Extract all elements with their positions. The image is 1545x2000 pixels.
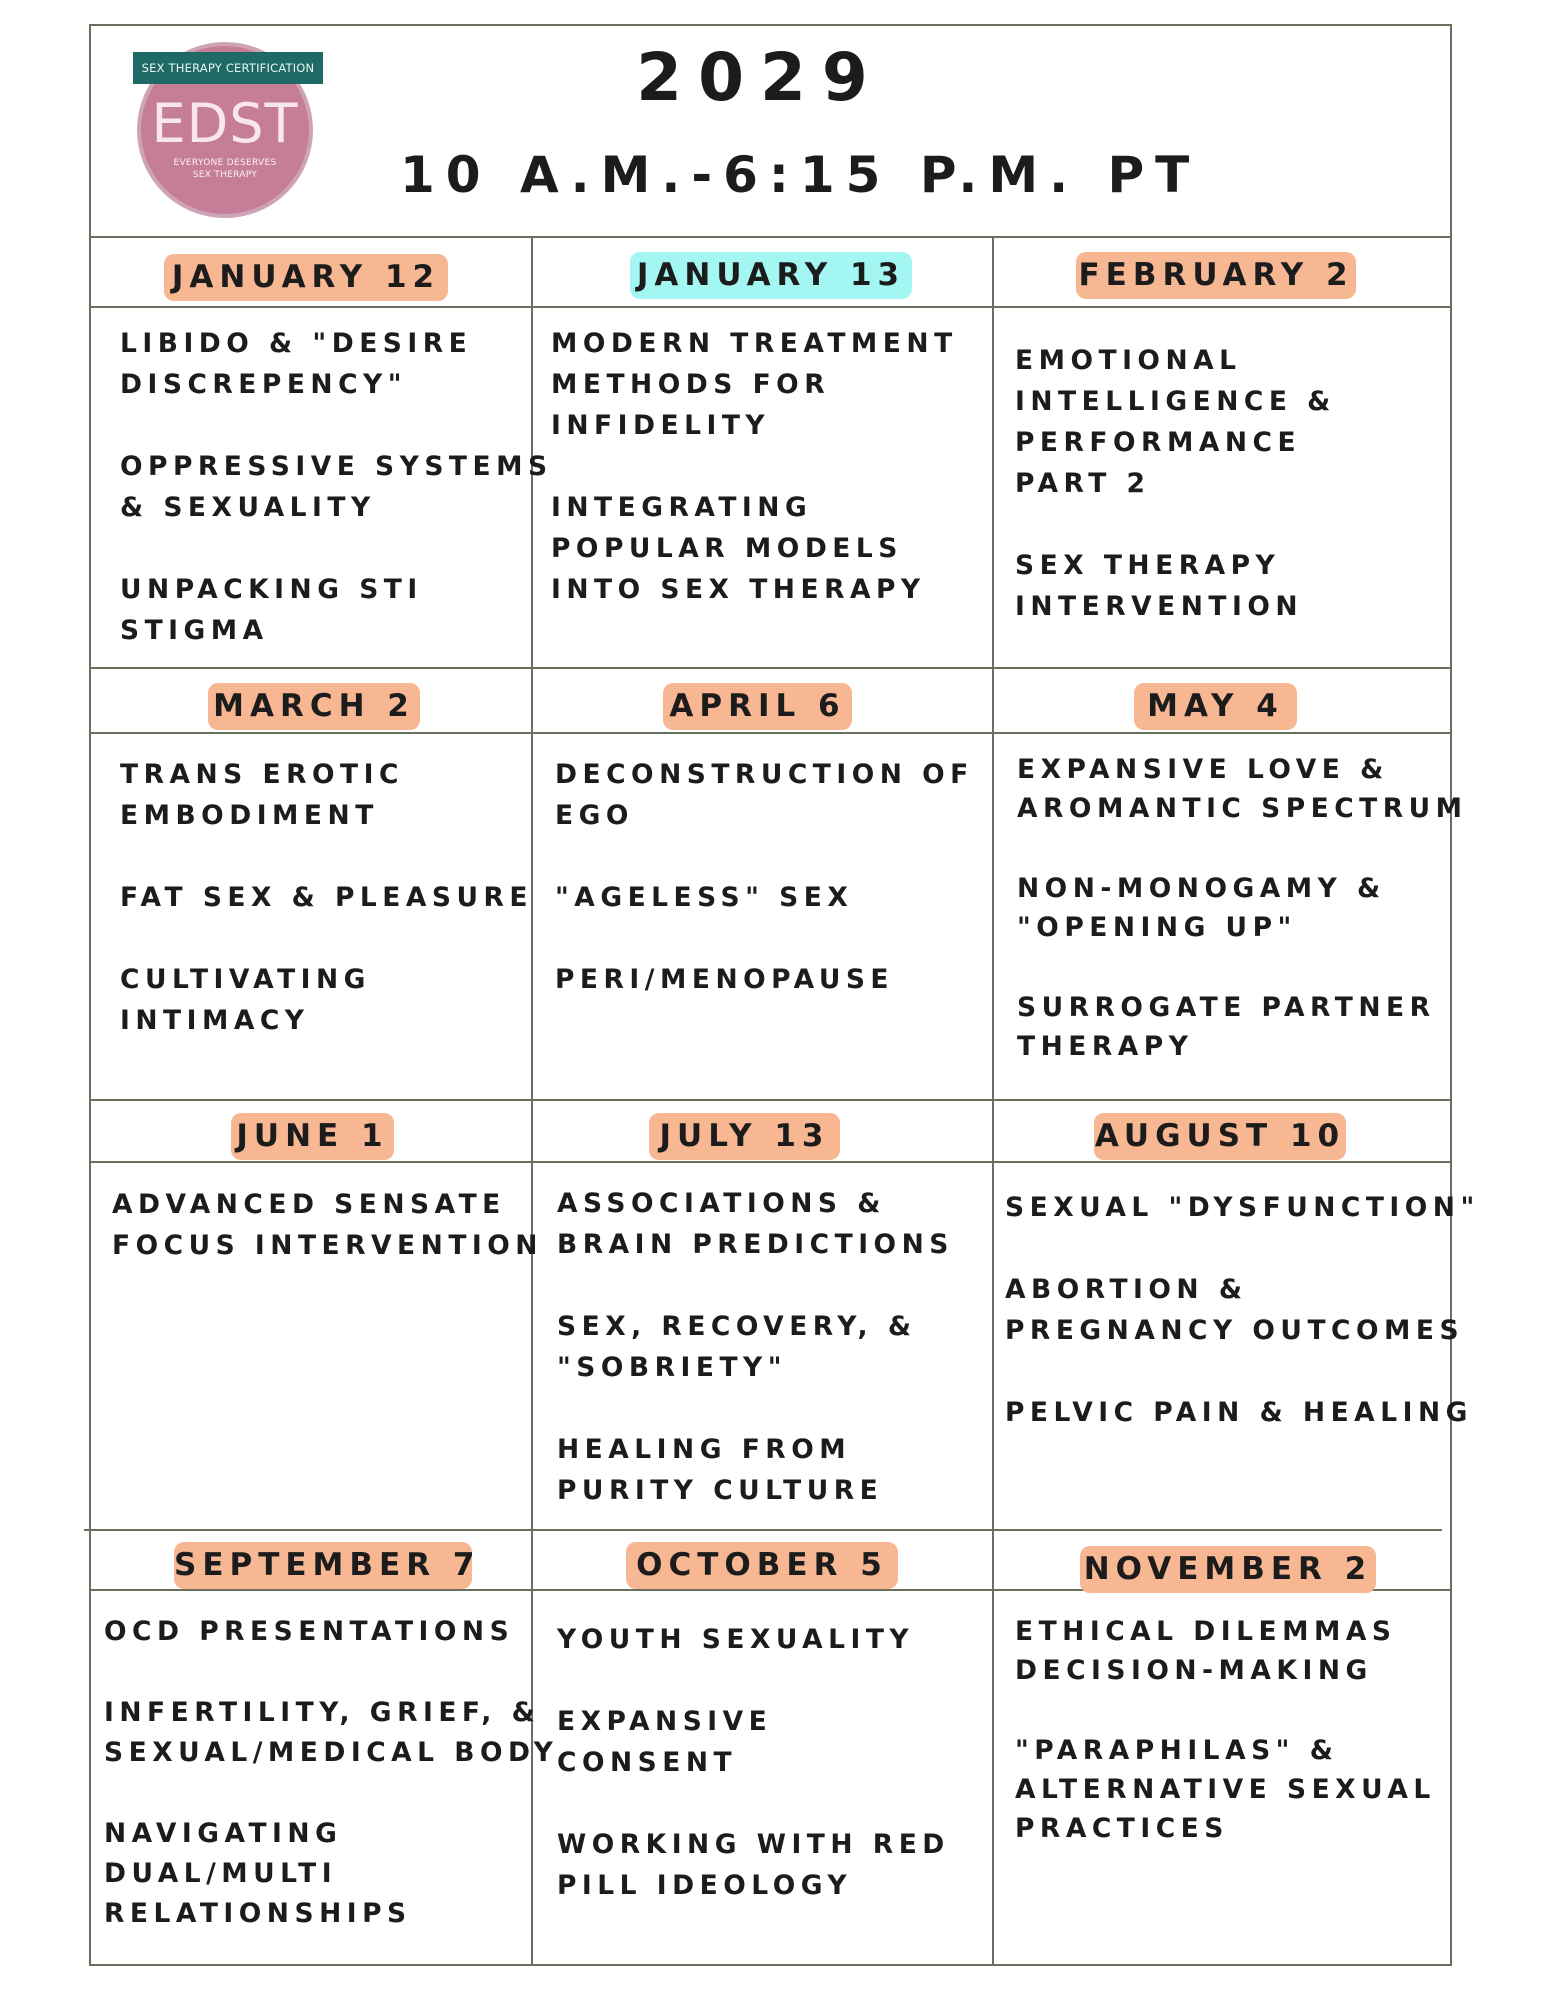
date-badge: JUNE 1 bbox=[231, 1113, 394, 1160]
session-topic bbox=[551, 487, 958, 610]
date-badge: SEPTEMBER 7 bbox=[174, 1542, 472, 1589]
topic-line: EXPANSIVE bbox=[557, 1706, 773, 1737]
grid-line bbox=[992, 236, 994, 1966]
topic-line: OPPRESSIVE SYSTEMS bbox=[120, 451, 553, 482]
topic-line: TRANS EROTIC bbox=[120, 759, 404, 790]
logo-mark: EDST bbox=[151, 92, 299, 155]
topic-line: FOCUS INTERVENTION bbox=[112, 1230, 543, 1261]
date-badge: APRIL 6 bbox=[663, 683, 852, 730]
topic-line: SEXUAL/MEDICAL BODY bbox=[104, 1737, 559, 1768]
date-badge: OCTOBER 5 bbox=[626, 1542, 898, 1589]
session-topic bbox=[120, 959, 533, 1041]
logo-tagline-2: SEX THERAPY bbox=[192, 170, 258, 180]
time-title: 10 A.M.-6:15 P.M. PT bbox=[400, 146, 1201, 204]
topic-line: HEALING FROM bbox=[557, 1434, 852, 1465]
session-topic bbox=[557, 1701, 950, 1783]
session-topics bbox=[104, 1612, 558, 1934]
topic-line: PREGNANCY OUTCOMES bbox=[1005, 1315, 1465, 1346]
topic-line: "SOBRIETY" bbox=[557, 1352, 788, 1383]
session-topic bbox=[557, 1824, 950, 1906]
topic-line: EGO bbox=[555, 800, 634, 831]
topic-line: INFERTILITY, GRIEF, & bbox=[104, 1697, 541, 1728]
session-topics bbox=[120, 323, 553, 651]
topic-line: UNPACKING STI bbox=[120, 574, 423, 605]
topic-line: EMOTIONAL bbox=[1015, 345, 1242, 376]
topic-line: EMBODIMENT bbox=[120, 800, 379, 831]
topic-line: MODERN TREATMENT bbox=[551, 328, 958, 359]
topic-line: LIBIDO & "DESIRE bbox=[120, 328, 473, 359]
session-topic bbox=[120, 569, 553, 651]
session-topics bbox=[557, 1619, 950, 1906]
session-topic bbox=[557, 1429, 954, 1511]
session-topic bbox=[104, 1693, 558, 1773]
session-topics bbox=[112, 1184, 543, 1266]
topic-line: SEX, RECOVERY, & bbox=[557, 1311, 917, 1342]
topic-line: NAVIGATING bbox=[104, 1818, 343, 1849]
topic-line: OCD PRESENTATIONS bbox=[104, 1616, 515, 1647]
grid-line bbox=[89, 236, 1452, 238]
topic-line: THERAPY bbox=[1017, 1031, 1194, 1062]
topic-line: DISCREPENCY" bbox=[120, 369, 408, 400]
session-topic bbox=[1015, 1731, 1436, 1848]
session-topic bbox=[1015, 545, 1336, 627]
topic-line: INTELLIGENCE & bbox=[1015, 386, 1336, 417]
topic-line: INTERVENTION bbox=[1015, 591, 1304, 622]
topic-line: SEX THERAPY bbox=[1015, 550, 1281, 581]
date-badge: MAY 4 bbox=[1134, 683, 1297, 730]
topic-line: ALTERNATIVE SEXUAL bbox=[1015, 1774, 1436, 1805]
session-topic bbox=[1015, 340, 1336, 504]
topic-line: METHODS FOR bbox=[551, 369, 831, 400]
logo-tagline-1: EVERYONE DESERVES bbox=[173, 158, 277, 168]
topic-line: NON-MONOGAMY & bbox=[1017, 873, 1386, 904]
topic-line: & SEXUALITY bbox=[120, 492, 376, 523]
topic-line: BRAIN PREDICTIONS bbox=[557, 1229, 954, 1260]
session-topics bbox=[1015, 1612, 1436, 1848]
date-badge: JANUARY 12 bbox=[164, 254, 448, 301]
session-topic bbox=[1017, 869, 1468, 947]
session-topic bbox=[1005, 1269, 1480, 1351]
session-topic bbox=[1017, 750, 1468, 828]
topic-line: SURROGATE PARTNER bbox=[1017, 992, 1436, 1023]
topic-line: DECISION-MAKING bbox=[1015, 1655, 1373, 1686]
session-topic bbox=[557, 1306, 954, 1388]
date-badge: MARCH 2 bbox=[208, 683, 420, 730]
session-topic bbox=[551, 323, 958, 446]
session-topics bbox=[1017, 750, 1468, 1066]
topic-line: CONSENT bbox=[557, 1747, 738, 1778]
topic-line: INFIDELITY bbox=[551, 410, 771, 441]
topic-line: STIGMA bbox=[120, 615, 269, 646]
topic-line: YOUTH SEXUALITY bbox=[557, 1624, 915, 1655]
topic-line: PART 2 bbox=[1015, 468, 1151, 499]
grid-line bbox=[89, 1099, 1452, 1101]
session-topic bbox=[1017, 988, 1468, 1066]
grid-line bbox=[89, 306, 1452, 308]
date-badge: AUGUST 10 bbox=[1094, 1113, 1346, 1160]
topic-line: DECONSTRUCTION OF bbox=[555, 759, 974, 790]
session-topic bbox=[120, 323, 553, 405]
topic-line: "OPENING UP" bbox=[1017, 912, 1297, 943]
grid-line bbox=[89, 667, 1452, 669]
date-badge: JULY 13 bbox=[649, 1113, 840, 1160]
topic-line: INTO SEX THERAPY bbox=[551, 574, 926, 605]
grid-line bbox=[84, 1529, 1442, 1531]
date-badge: FEBRUARY 2 bbox=[1076, 252, 1356, 299]
topic-line: ASSOCIATIONS & bbox=[557, 1188, 886, 1219]
session-topic bbox=[1005, 1392, 1480, 1433]
logo-banner: SEX THERAPY CERTIFICATION bbox=[133, 52, 323, 84]
topic-line: EXPANSIVE LOVE & bbox=[1017, 754, 1389, 785]
topic-line: ABORTION & bbox=[1005, 1274, 1248, 1305]
topic-line: PURITY CULTURE bbox=[557, 1475, 884, 1506]
topic-line: RELATIONSHIPS bbox=[104, 1898, 412, 1929]
grid-line bbox=[89, 732, 1452, 734]
session-topic bbox=[120, 877, 533, 918]
edst-logo bbox=[133, 42, 323, 222]
session-topics bbox=[1015, 340, 1336, 627]
session-topic bbox=[555, 877, 974, 918]
session-topic bbox=[112, 1184, 543, 1266]
session-topics bbox=[557, 1183, 954, 1511]
session-topic bbox=[104, 1612, 558, 1652]
session-topic bbox=[555, 754, 974, 836]
session-topic bbox=[1015, 1612, 1436, 1690]
date-badge: NOVEMBER 2 bbox=[1080, 1546, 1376, 1593]
topic-line: WORKING WITH RED bbox=[557, 1829, 950, 1860]
topic-line: "PARAPHILAS" & bbox=[1015, 1735, 1339, 1766]
session-topics bbox=[120, 754, 533, 1041]
topic-line: PERI/MENOPAUSE bbox=[555, 964, 895, 995]
topic-line: PELVIC PAIN & HEALING bbox=[1005, 1397, 1473, 1428]
topic-line: ADVANCED SENSATE bbox=[112, 1189, 506, 1220]
grid-line bbox=[89, 1161, 1452, 1163]
topic-line: POPULAR MODELS bbox=[551, 533, 903, 564]
year-title: 2029 bbox=[636, 39, 884, 116]
session-topic bbox=[1005, 1187, 1480, 1228]
topic-line: INTIMACY bbox=[120, 1005, 310, 1036]
date-badge: JANUARY 13 bbox=[630, 252, 912, 299]
topic-line: DUAL/MULTI bbox=[104, 1858, 338, 1889]
session-topics bbox=[555, 754, 974, 1000]
topic-line: PERFORMANCE bbox=[1015, 427, 1302, 458]
session-topic bbox=[557, 1619, 950, 1660]
session-topic bbox=[120, 754, 533, 836]
topic-line: PILL IDEOLOGY bbox=[557, 1870, 853, 1901]
session-topic bbox=[120, 446, 553, 528]
session-topics bbox=[551, 323, 958, 610]
topic-line: AROMANTIC SPECTRUM bbox=[1017, 793, 1468, 824]
topic-line: FAT SEX & PLEASURE bbox=[120, 882, 534, 913]
topic-line: CULTIVATING bbox=[120, 964, 371, 995]
session-topic bbox=[557, 1183, 954, 1265]
session-topic bbox=[555, 959, 974, 1000]
topic-line: INTEGRATING bbox=[551, 492, 813, 523]
session-topic bbox=[104, 1814, 558, 1934]
topic-line: PRACTICES bbox=[1015, 1813, 1229, 1844]
topic-line: "AGELESS" SEX bbox=[555, 882, 854, 913]
session-topics bbox=[1005, 1187, 1480, 1433]
topic-line: SEXUAL "DYSFUNCTION" bbox=[1005, 1192, 1480, 1223]
topic-line: ETHICAL DILEMMAS bbox=[1015, 1616, 1397, 1647]
